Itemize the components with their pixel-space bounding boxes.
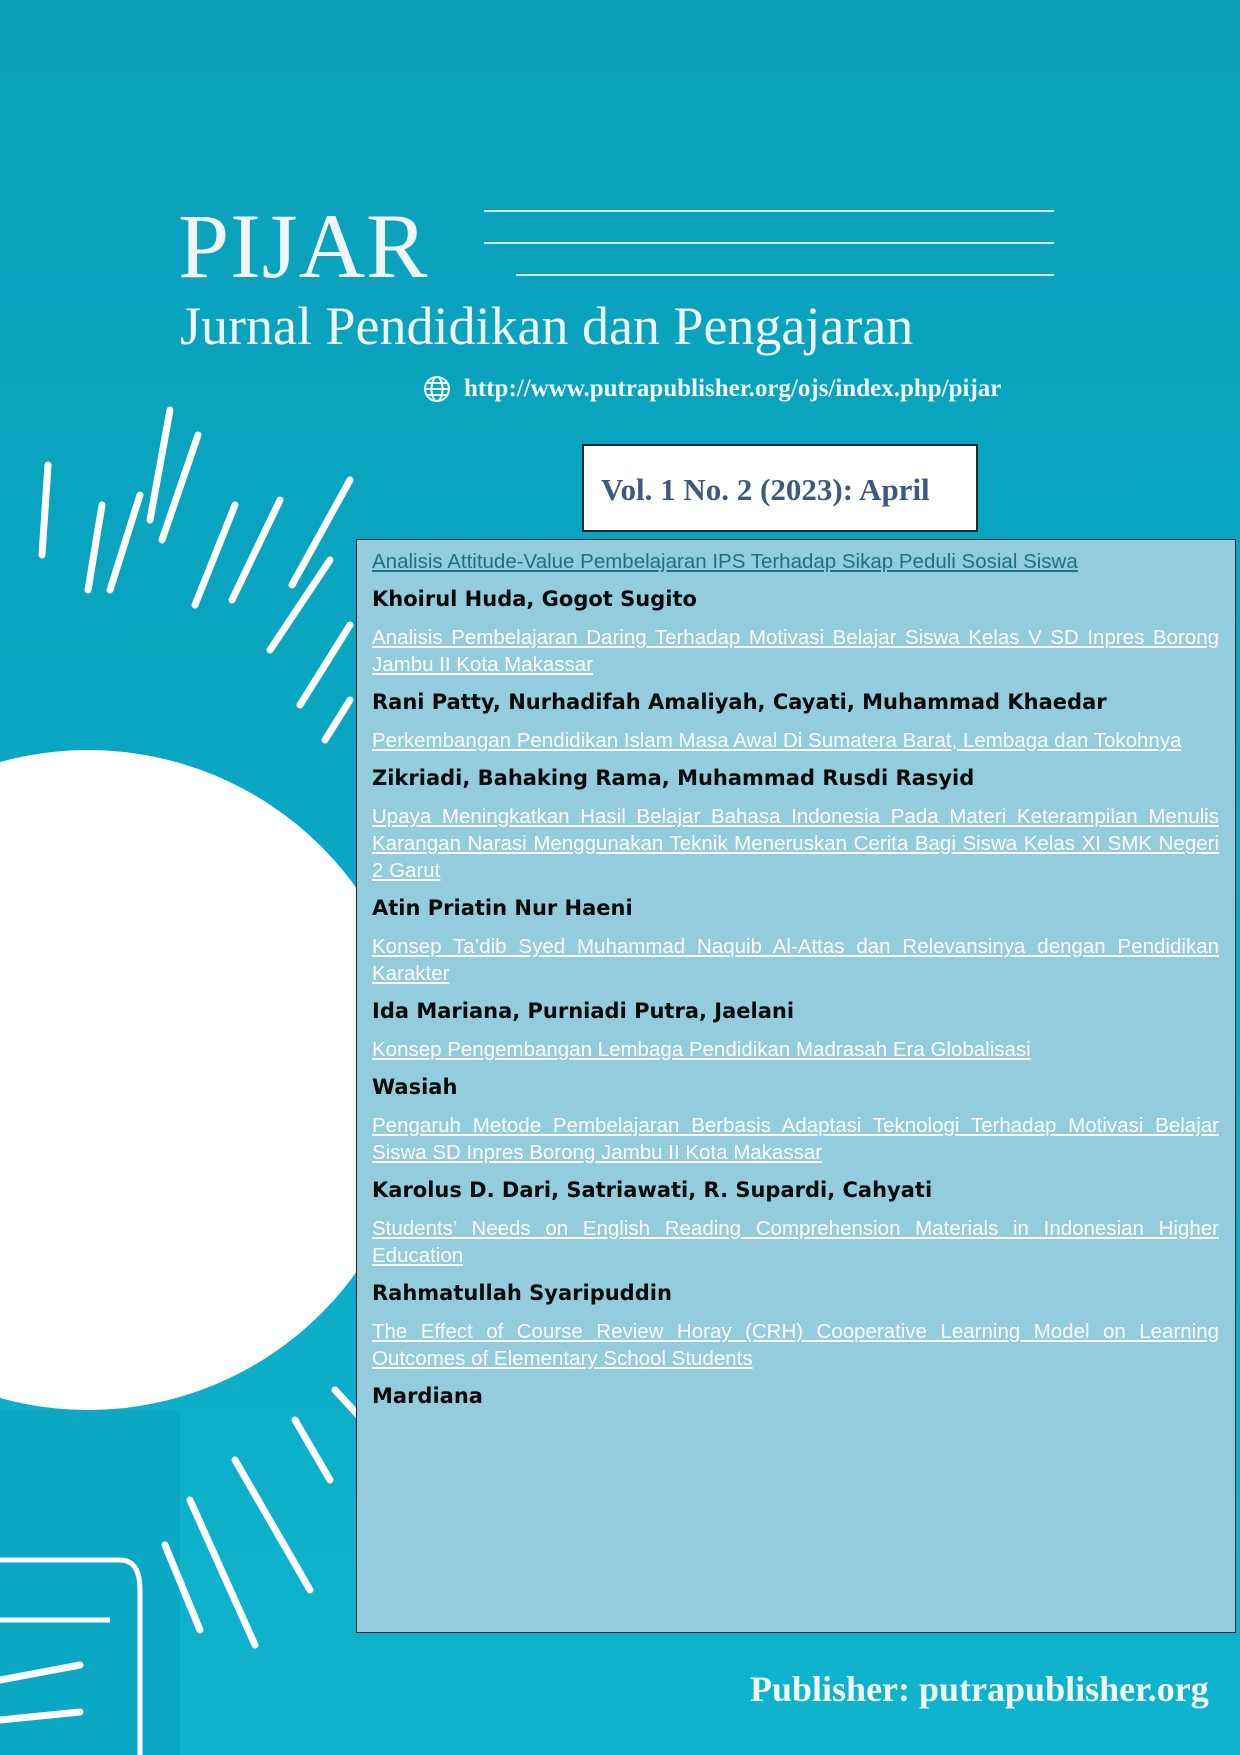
list-item bbox=[372, 1215, 1219, 1307]
article-title-link[interactable]: Konsep Pengembangan Lembaga Pendidikan Madrasah Era Globalisasi bbox=[372, 1038, 1031, 1061]
list-item bbox=[372, 624, 1219, 716]
article-title-link[interactable]: The Effect of Course Review Horay (CRH) Cooperative Learning Model on Learning Outcomes of Elementary School Students bbox=[372, 1320, 1219, 1370]
article-authors: Rahmatullah Syaripuddin bbox=[372, 1281, 672, 1305]
list-item bbox=[372, 1112, 1219, 1204]
publisher-footer: Publisher: putrapublisher.org bbox=[750, 1669, 1209, 1709]
globe-icon bbox=[422, 374, 452, 404]
article-title-link[interactable]: Pengaruh Metode Pembelajaran Berbasis Adaptasi Teknologi Terhadap Motivasi Belajar Siswa SD Inpres Borong Jambu II Kota Makassar bbox=[372, 1114, 1219, 1164]
masthead-rule bbox=[484, 242, 1054, 244]
article-title-link[interactable]: Perkembangan Pendidikan Islam Masa Awal Di Sumatera Barat, Lembaga dan Tokohnya bbox=[372, 729, 1182, 752]
article-authors: Khoirul Huda, Gogot Sugito bbox=[372, 587, 697, 611]
list-item bbox=[372, 933, 1219, 1025]
volume-box bbox=[582, 444, 978, 532]
article-authors: Mardiana bbox=[372, 1384, 483, 1408]
journal-subtitle: Jurnal Pendidikan dan Pengajaran bbox=[180, 296, 914, 356]
journal-masthead bbox=[178, 195, 1054, 420]
article-authors: Wasiah bbox=[372, 1075, 458, 1099]
article-title-link[interactable]: Konsep Ta’dib Syed Muhammad Naquib Al-Attas dan Relevansinya dengan Pendidikan Karakter bbox=[372, 935, 1219, 985]
volume-label: Vol. 1 No. 2 (2023): April bbox=[601, 472, 930, 507]
article-authors: Zikriadi, Bahaking Rama, Muhammad Rusdi Rasyid bbox=[372, 766, 975, 790]
article-title-link[interactable]: Students’ Needs on English Reading Comprehension Materials in Indonesian Higher Education bbox=[372, 1217, 1219, 1267]
article-authors: Atin Priatin Nur Haeni bbox=[372, 896, 633, 920]
list-item bbox=[372, 548, 1219, 613]
article-title-link[interactable]: Analisis Pembelajaran Daring Terhadap Motivasi Belajar Siswa Kelas V SD Inpres Borong Jambu II Kota Makassar bbox=[372, 626, 1219, 676]
table-of-contents bbox=[356, 539, 1236, 1633]
list-item bbox=[372, 727, 1219, 792]
journal-url-row[interactable] bbox=[422, 374, 1001, 404]
article-title-link[interactable]: Upaya Meningkatkan Hasil Belajar Bahasa Indonesia Pada Materi Keterampilan Menulis Karangan Narasi Menggunakan Teknik Meneruskan Cerita Bagi Siswa Kelas XI SMK Negeri 2 Garut bbox=[372, 805, 1219, 882]
masthead-rule bbox=[484, 210, 1054, 212]
article-authors: Ida Mariana, Purniadi Putra, Jaelani bbox=[372, 999, 795, 1023]
article-title-link[interactable]: Analisis Attitude-Value Pembelajaran IPS Terhadap Sikap Peduli Sosial Siswa bbox=[372, 550, 1078, 573]
journal-url[interactable]: http://www.putrapublisher.org/ojs/index.php/pijar bbox=[464, 375, 1002, 402]
list-item bbox=[372, 803, 1219, 922]
list-item bbox=[372, 1318, 1219, 1410]
list-item bbox=[372, 1036, 1219, 1101]
journal-logo: PIJAR bbox=[178, 195, 429, 297]
article-authors: Rani Patty, Nurhadifah Amaliyah, Cayati, Muhammad Khaedar bbox=[372, 690, 1107, 714]
masthead-rule bbox=[516, 274, 1054, 276]
article-authors: Karolus D. Dari, Satriawati, R. Supardi, Cahyati bbox=[372, 1178, 933, 1202]
